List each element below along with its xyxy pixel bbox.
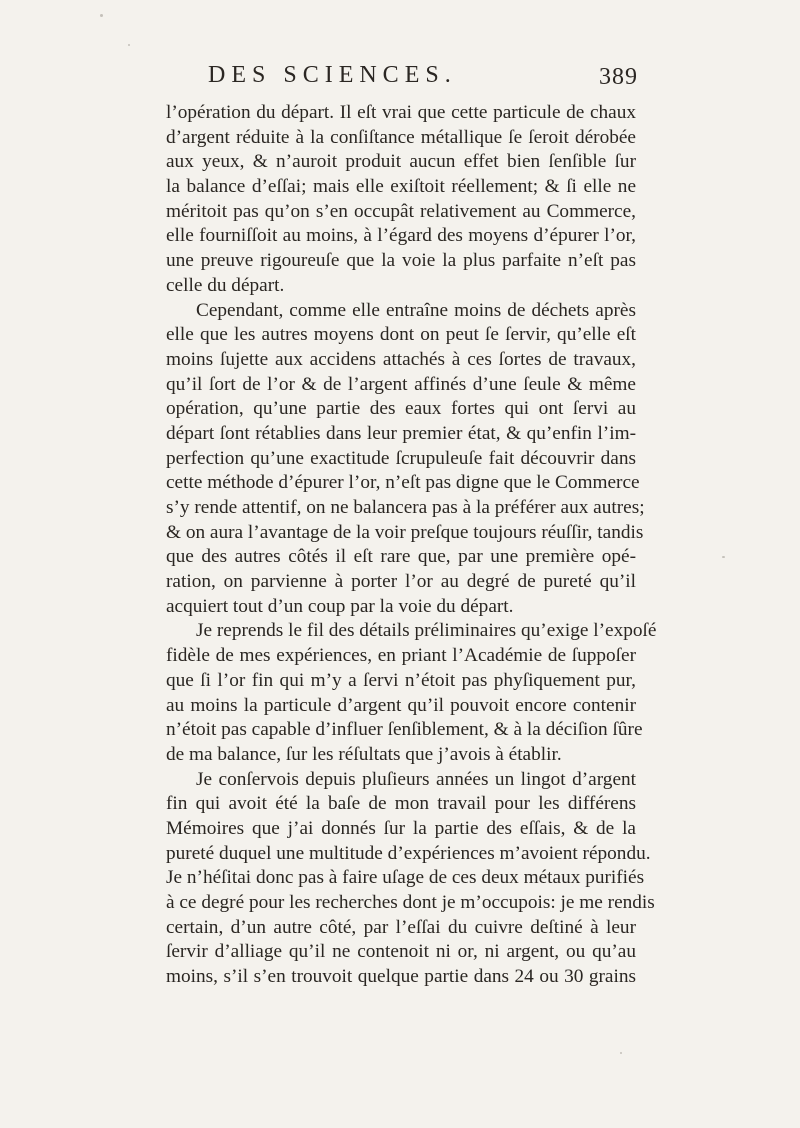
text-line: & on aura l’avantage de la voir preſque toujours réuſſir, tandis [166,521,644,543]
paper-speck [128,44,130,46]
text-line: aux yeux, & n’auroit produit aucun effet bien ſenſible ſur [166,151,636,173]
text-line: fin qui avoit été la baſe de mon travail pour les différens [166,793,636,815]
text-line: à ce degré pour les recherches dont je m’occupois: je me rendis [166,892,655,913]
text-line: que ſi l’or fin qui m’y a ſervi n’étoit pas phyſiquement pur, [166,669,636,691]
paper-speck [620,1052,622,1054]
page-number: 389 [599,64,638,90]
text-line: Cependant, comme elle entraîne moins de déchets après [196,299,636,321]
text-line: acquiert tout d’un coup par la voie du départ. [166,595,514,617]
paper-speck [722,556,725,558]
text-line: elle que les autres moyens dont on peut ſe ſervir, qu’elle eſt [166,324,636,346]
text-line: au moins la particule d’argent qu’il pouvoit encore contenir [166,694,636,716]
text-line: ſervir d’alliage qu’il ne contenoit ni or, ni argent, ou qu’au [166,941,636,963]
text-line: ration, on parvienne à porter l’or au degré de pureté qu’il [166,571,636,593]
text-line: qu’il ſort de l’or & de l’argent affinés d’une ſeule & même [166,373,636,395]
text-line: n’étoit pas capable d’influer ſenſiblement, & à la déciſion ſûre [166,719,643,741]
text-line: de ma balance, ſur les réſultats que j’avois à établir. [166,743,562,765]
text-line: certain, d’un autre côté, par l’eſſai du cuivre deſtiné à leur [166,916,636,938]
text-line: que des autres côtés il eſt rare que, par une première opé- [166,546,636,568]
text-line: une preuve rigoureuſe que la voie la plus parfaite n’eſt pas [166,250,636,272]
text-line: cette méthode d’épurer l’or, n’eſt pas digne que le Commerce [166,472,640,494]
text-line: fidèle de mes expériences, en priant l’Académie de ſuppoſer [166,645,636,667]
text-line: départ ſont rétablies dans leur premier état, & qu’enfin l’im- [166,422,636,444]
text-line: celle du départ. [166,274,285,296]
text-line: pureté duquel une multitude d’expériences m’avoient répondu. [166,842,651,864]
text-line: s’y rende attentif, on ne balancera pas à la préférer aux autres; [166,497,645,518]
text-line: d’argent réduite à la conſiſtance métallique ſe ſeroit dérobée [166,126,636,148]
text-line: la balance d’eſſai; mais elle exiſtoit réellement; & ſi elle ne [166,176,636,198]
text-line: opération, qu’une partie des eaux fortes qui ont ſervi au [166,398,636,420]
paper-speck [100,14,103,17]
text-line: moins ſujette aux accidens attachés à ces ſortes de travaux, [166,348,636,370]
body-text [166,101,657,990]
text-line: Je reprends le fil des détails préliminaires qu’exige l’expoſé [196,620,657,642]
text-line: Je conſervois depuis pluſieurs années un lingot d’argent [196,768,636,790]
text-line: Mémoires que j’ai donnés ſur la partie des eſſais, & de la [166,817,636,839]
running-head-title: DES SCIENCES. [208,62,457,88]
text-line: perfection qu’une exactitude ſcrupuleuſe fait découvrir dans [166,447,636,469]
text-line: moins, s’il s’en trouvoit quelque partie dans 24 ou 30 grains [166,966,636,988]
text-line: Je n’héſitai donc pas à faire uſage de ces deux métaux purifiés [166,867,645,889]
text-line: elle fourniſſoit au moins, à l’égard des moyens d’épurer l’or, [166,225,636,247]
text-line: l’opération du départ. Il eſt vrai que cette particule de chaux [166,102,636,123]
running-head [208,62,638,96]
text-line: méritoit pas qu’on s’en occupât relativement au Commerce, [166,200,636,222]
